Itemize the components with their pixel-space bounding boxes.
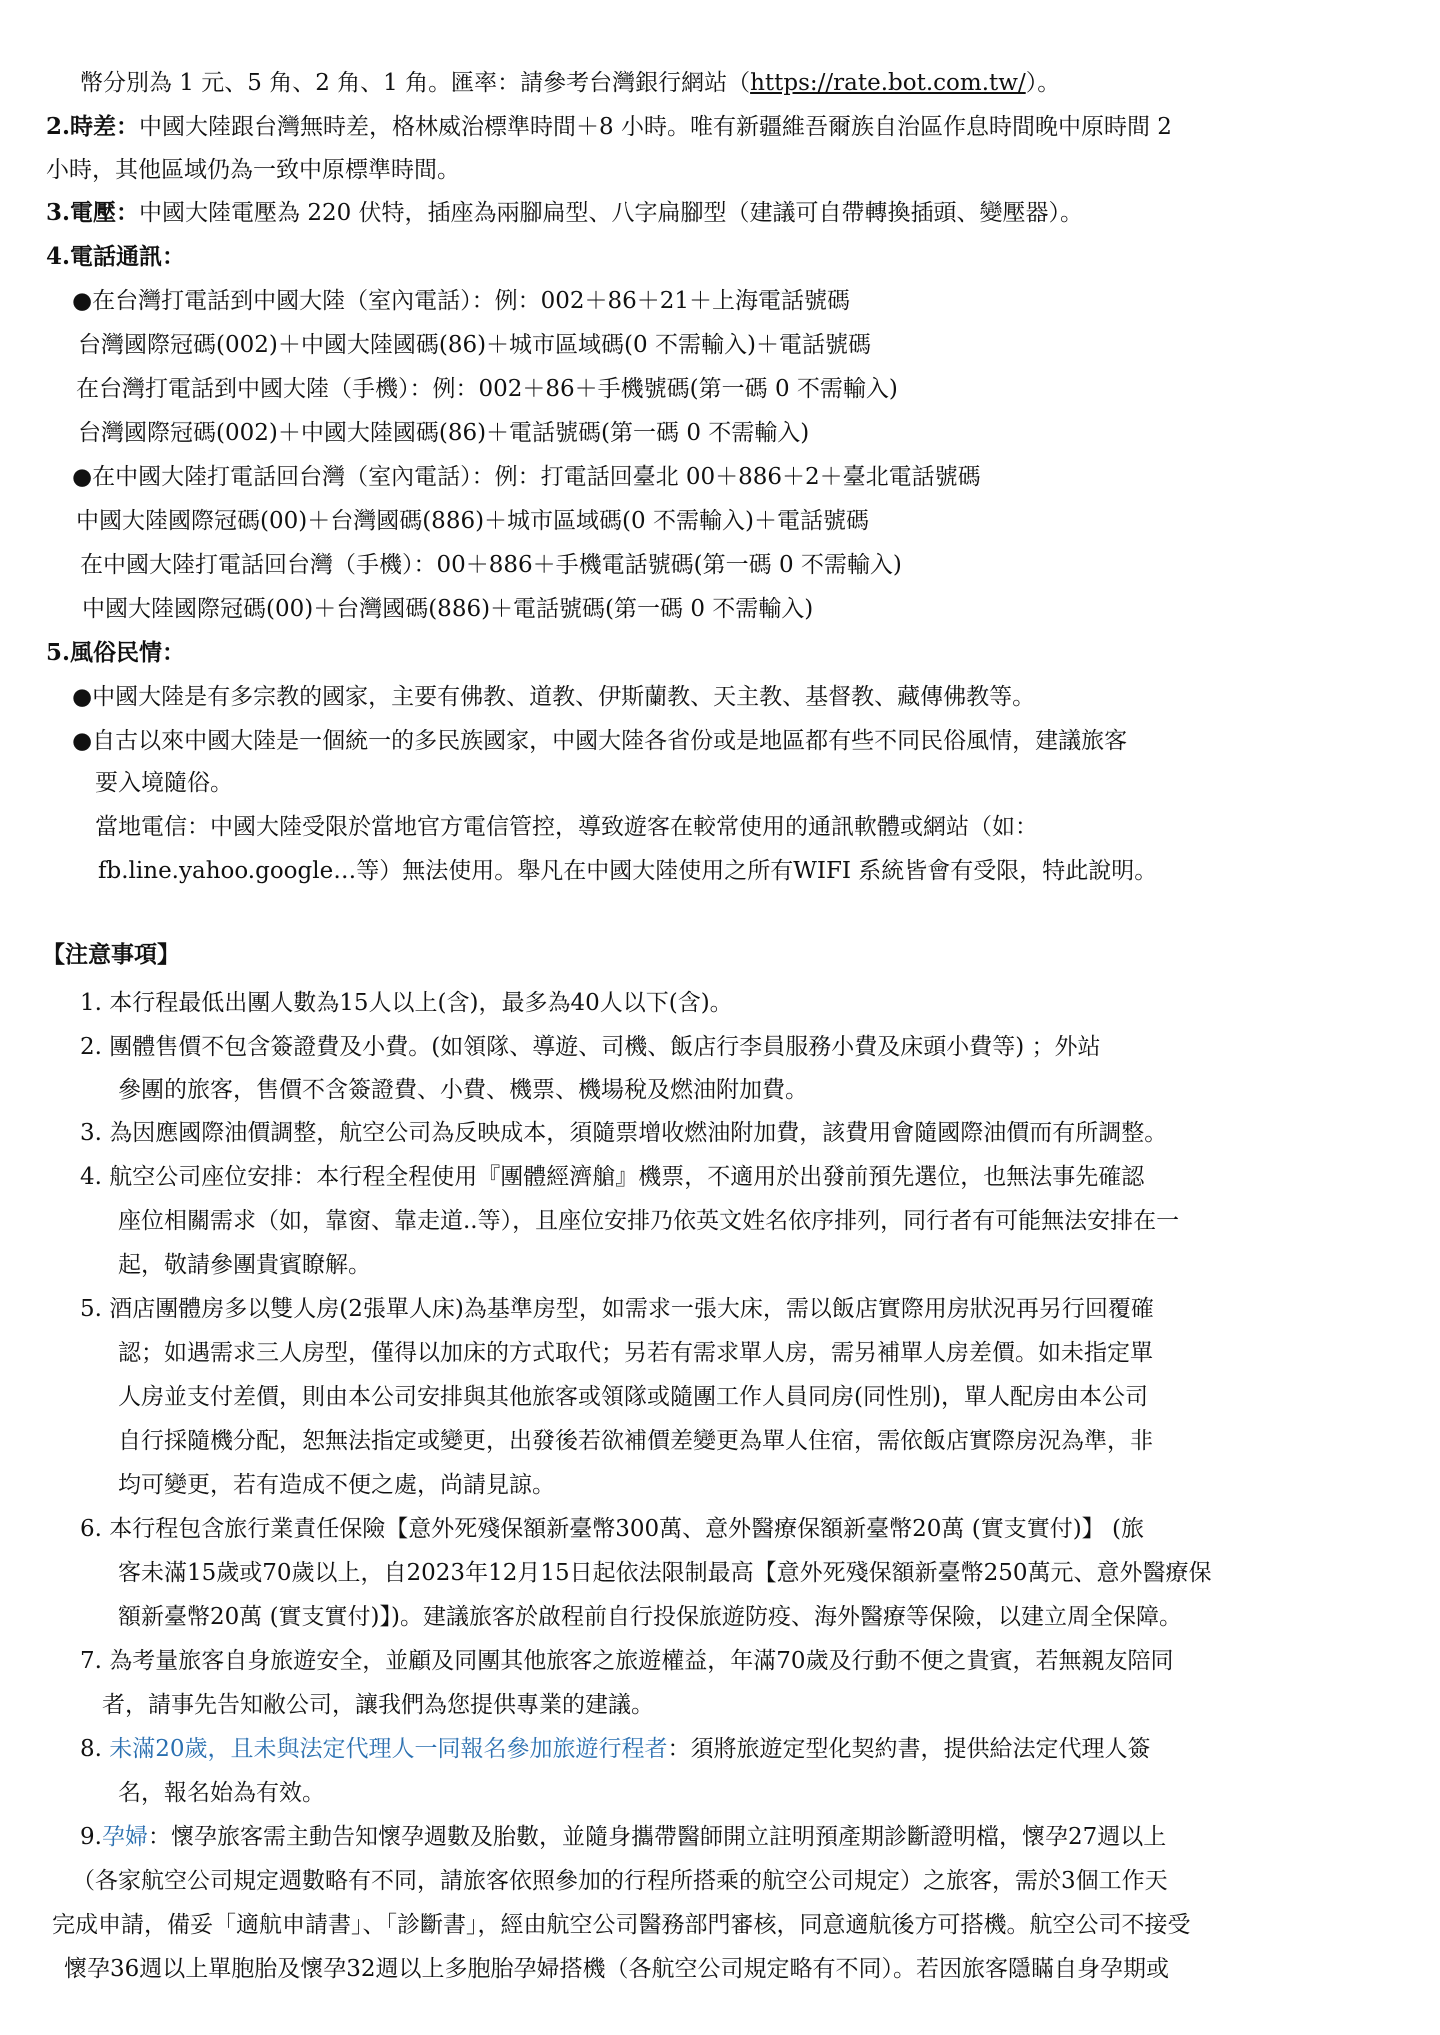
text-line: 客未滿15歲或70歲以上，自2023年12月15日起依法限制最高【意外死殘保額新臺幣250萬元、意外醫療保 [118,1560,1212,1586]
text-line: 名，報名始為有效。 [118,1780,325,1806]
text-segment: ：須將旅遊定型化契約書，提供給法定代理人簽 [667,1736,1151,1762]
text-line: fb.line.yahoo.google…等）無法使用。舉凡在中國大陸使用之所有WIFI 系統皆會有受限，特此說明。 [98,858,1158,884]
section-heading-telecom: 4.電話通訊： [46,243,186,270]
text-line: 人房並支付差價，則由本公司安排與其他旅客或領隊或隨團工作人員同房(同性別)，單人配房由本公司 [118,1384,1148,1410]
notice-item: 4. 航空公司座位安排：本行程全程使用『團體經濟艙』機票，不適用於出發前預先選位，也無法事先確認 [80,1164,1145,1190]
text-line: （各家航空公司規定週數略有不同，請旅客依照參加的行程所搭乘的航空公司規定）之旅客，需於3個工作天 [72,1868,1168,1894]
text-segment: ）。 [1025,70,1061,96]
voltage-line [46,198,1083,228]
text-line: 小時，其他區域仍為一致中原標準時間。 [46,157,460,183]
text-line: 台灣國際冠碼(002)＋中國大陸國碼(86)＋城市區域碼(0 不需輸入)＋電話號碼 [78,332,871,358]
notice-item: 6. 本行程包含旅行業責任保險【意外死殘保額新臺幣300萬、意外醫療保額新臺幣20萬 (實支實付)】 (旅 [80,1516,1144,1542]
text-line: 均可變更，若有造成不便之處，尚請見諒。 [118,1472,555,1498]
notice-item: 2. 團體售價不包含簽證費及小費。(如領隊、導遊、司機、飯店行李員服務小費及床頭小費等) ；外站 [80,1034,1101,1060]
list-item: ●自古以來中國大陸是一個統一的多民族國家，中國大陸各省份或是地區都有些不同民俗風情，建議旅客 [72,728,1128,754]
text-line: 懷孕36週以上單胞胎及懷孕32週以上多胞胎孕婦搭機（各航空公司規定略有不同）。若因旅客隱瞞自身孕期或 [64,1956,1170,1982]
bank-rate-link[interactable]: https://rate.bot.com.tw/ [750,70,1026,96]
text-line: 自行採隨機分配，恕無法指定或變更，出發後若欲補價差變更為單人住宿，需依飯店實際房況為準，非 [118,1428,1153,1454]
text-line: 參團的旅客，售價不含簽證費、小費、機票、機場稅及燃油附加費。 [118,1077,808,1103]
list-item: ●在中國大陸打電話回台灣（室內電話）：例：打電話回臺北 00＋886＋2＋臺北電話號碼 [72,464,981,490]
notice-item: 3. 為因應國際油價調整，航空公司為反映成本，須隨票增收燃油附加費，該費用會隨國際油價而有所調整。 [80,1120,1168,1146]
text-line: 要入境隨俗。 [95,770,233,796]
text-line: 在中國大陸打電話回台灣（手機）：00＋886＋手機電話號碼(第一碼 0 不需輸入) [80,552,902,578]
notice-item: 7. 為考量旅客自身旅遊安全，並顧及同團其他旅客之旅遊權益，年滿70歲及行動不便之貴賓，若無親友陪同 [80,1648,1174,1674]
text-line: 認；如遇需求三人房型，僅得以加床的方式取代；另若有需求單人房，需另補單人房差價。如未指定單 [118,1340,1153,1366]
text-line-currency [80,68,1060,98]
notice-item: 5. 酒店團體房多以雙人房(2張單人床)為基準房型，如需求一張大床，需以飯店實際用房狀況再另行回覆確 [80,1296,1154,1322]
minor-highlight: 未滿20歲，且未與法定代理人一同報名參加旅遊行程者 [109,1736,668,1762]
list-item: ●中國大陸是有多宗教的國家，主要有佛教、道教、伊斯蘭教、天主教、基督教、藏傳佛教等。 [72,684,1036,710]
text-line: 中國大陸國際冠碼(00)＋台灣國碼(886)＋城市區域碼(0 不需輸入)＋電話號碼 [76,508,869,534]
notice-item-minor [80,1734,1151,1764]
text-segment: 9. [80,1824,102,1850]
section-heading-time: 2.時差： [46,113,140,140]
text-line: 在台灣打電話到中國大陸（手機）：例：002＋86＋手機號碼(第一碼 0 不需輸入) [76,376,898,402]
text-line: 台灣國際冠碼(002)＋中國大陸國碼(86)＋電話號碼(第一碼 0 不需輸入) [78,420,810,446]
text-line: 額新臺幣20萬 (實支實付)】)。建議旅客於啟程前自行投保旅遊防疫、海外醫療等保險，以建立周全保障。 [118,1604,1182,1630]
text-segment: 中國大陸跟台灣無時差，格林威治標準時間＋8 小時。唯有新疆維吾爾族自治區作息時間晚中原時間 2 [139,114,1172,140]
text-line: 當地電信：中國大陸受限於當地官方電信管控，導致遊客在較常使用的通訊軟體或網站（如： [95,814,1038,840]
text-line: 者，請事先告知敝公司，讓我們為您提供專業的建議。 [102,1692,654,1718]
notice-item-pregnant [80,1822,1166,1852]
text-segment: 中國大陸電壓為 220 伏特，插座為兩腳扁型、八字扁腳型（建議可自帶轉換插頭、變壓器）。 [139,200,1084,226]
text-line: 中國大陸國際冠碼(00)＋台灣國碼(886)＋電話號碼(第一碼 0 不需輸入) [82,596,814,622]
text-line: 座位相關需求（如，靠窗、靠走道..等），且座位安排乃依英文姓名依序排列，同行者有可能無法安排在一 [118,1208,1180,1234]
notice-item: 1. 本行程最低出團人數為15人以上(含)，最多為40人以下(含)。 [80,990,733,1016]
text-segment: 8. [80,1736,110,1762]
section-heading-customs: 5.風俗民情： [46,639,186,666]
section-heading-voltage: 3.電壓： [46,199,140,226]
list-item: ●在台灣打電話到中國大陸（室內電話）：例：002＋86＋21＋上海電話號碼 [72,288,851,314]
text-segment: ：懷孕旅客需主動告知懷孕週數及胎數，並隨身攜帶醫師開立註明預產期診斷證明檔，懷孕27週以上 [147,1824,1167,1850]
text-segment: 幣分別為 1 元、5 角、2 角、1 角。匯率：請參考台灣銀行網站（ [80,70,751,96]
pregnant-highlight: 孕婦 [101,1824,148,1850]
time-difference-line [46,112,1172,142]
text-line: 完成申請，備妥「適航申請書」、「診斷書」，經由航空公司醫務部門審核，同意適航後方可搭機。航空公司不接受 [52,1912,1191,1938]
notice-title: 【注意事項】 [42,941,180,968]
text-line: 起，敬請參團貴賓瞭解。 [118,1252,371,1278]
